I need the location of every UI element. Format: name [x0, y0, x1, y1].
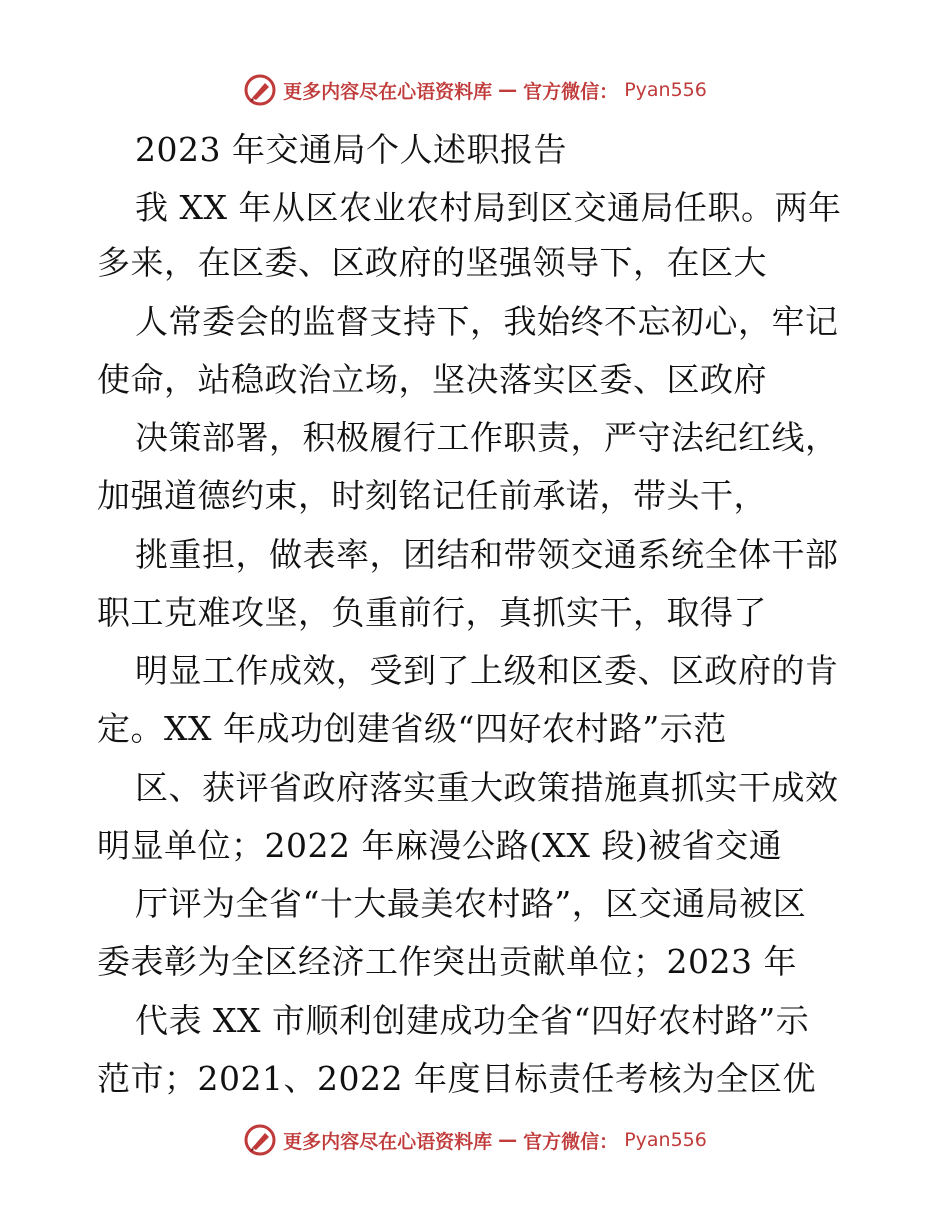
watermark-wechat-label: 官方微信： [523, 1130, 619, 1153]
watermark-separator: — [498, 79, 518, 101]
header-watermark [0, 70, 950, 110]
text-line: 厅评为全省“十大最美农村路”，区交通局被区 [135, 884, 807, 923]
text-line: 决策部署，积极履行工作职责，严守法纪红线， [135, 418, 839, 457]
text-line: 定。XX 年成功创建省级“四好农村路”示范 [97, 709, 727, 748]
watermark-separator: — [498, 1129, 518, 1151]
watermark-wechat-id: Pyan556 [624, 1129, 707, 1151]
text-line: 使命，站稳政治立场，坚决落实区委、区政府 [97, 360, 767, 399]
text-line: 挑重担，做表率，团结和带领交通系统全体干部 [135, 535, 839, 574]
document-title: 2023 年交通局个人述职报告 [135, 130, 567, 169]
pen-logo-icon [243, 73, 277, 107]
text-line: 委表彰为全区经济工作突出贡献单位；2023 年 [97, 942, 797, 981]
watermark-wechat-id: Pyan556 [624, 79, 707, 101]
text-line: 代表 XX 市顺利创建成功全省“四好农村路”示 [135, 1001, 810, 1040]
watermark-site-text: 更多内容尽在心语资料库 [283, 1130, 493, 1153]
footer-watermark [0, 1120, 950, 1160]
text-line: 明显工作成效，受到了上级和区委、区政府的肯 [135, 651, 839, 690]
text-line: 加强道德约束，时刻铭记任前承诺，带头干， [97, 476, 767, 515]
text-line: 多来，在区委、区政府的坚强领导下，在区大 [97, 243, 767, 282]
watermark-site-text: 更多内容尽在心语资料库 [283, 80, 493, 103]
text-line: 区、获评省政府落实重大政策措施真抓实干成效 [135, 768, 839, 807]
text-line: 范市；2021、2022 年度目标责任考核为全区优 [97, 1059, 816, 1098]
text-line: 人常委会的监督支持下，我始终不忘初心，牢记 [135, 302, 839, 341]
text-line: 我 XX 年从区农业农村局到区交通局任职。两年 [135, 188, 842, 227]
text-line: 职工克难攻坚，负重前行，真抓实干，取得了 [97, 593, 767, 632]
pen-logo-icon [243, 1123, 277, 1157]
text-line: 明显单位；2022 年麻漫公路(XX 段)被省交通 [97, 826, 783, 865]
watermark-wechat-label: 官方微信： [523, 80, 619, 103]
